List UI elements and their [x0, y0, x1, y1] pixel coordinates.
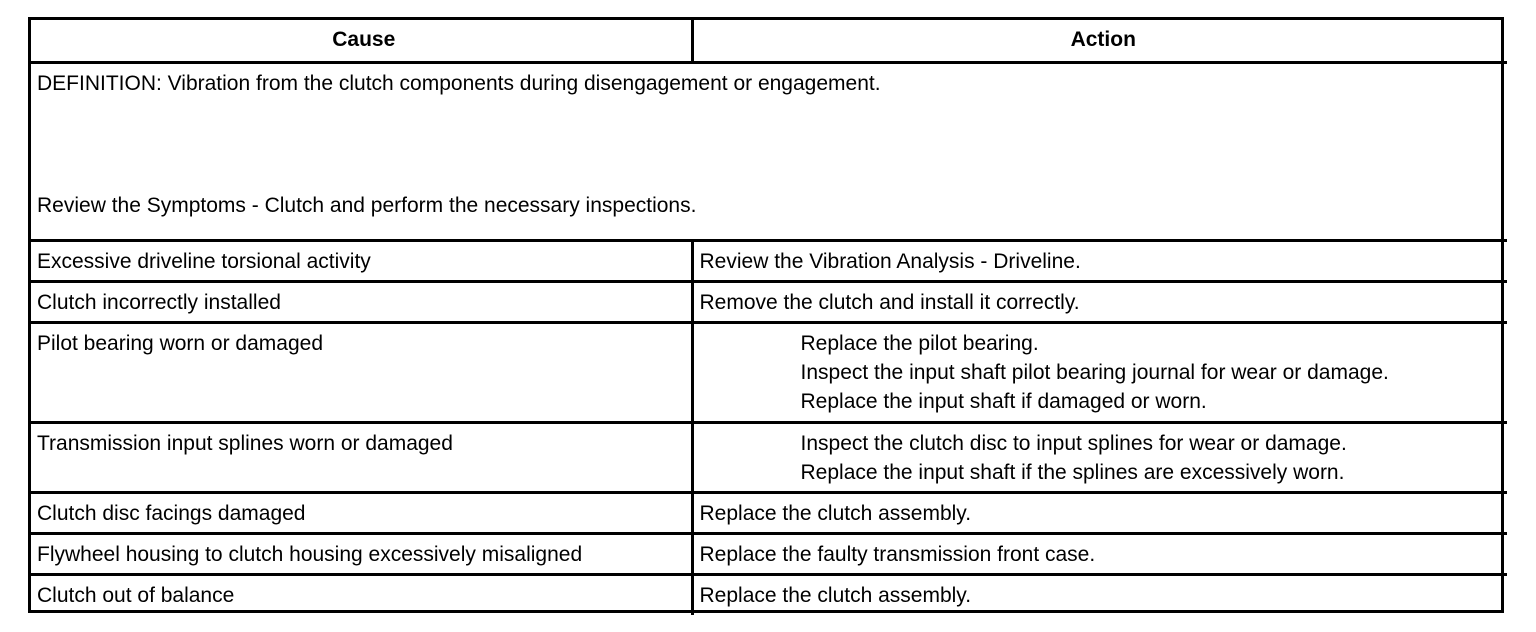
- cause-cell: Clutch incorrectly installed: [31, 281, 692, 322]
- action-step: Replace the pilot bearing.: [800, 331, 1039, 355]
- table-row: [31, 322, 1507, 422]
- action-step-list: [700, 429, 1508, 487]
- definition-text: DEFINITION: Vibration from the clutch components during disengagement or engagement.: [37, 71, 881, 95]
- cause-action-table: [31, 20, 1507, 615]
- table-row: [31, 574, 1507, 615]
- table-header-row: [31, 20, 1507, 62]
- table-row: [31, 281, 1507, 322]
- definition-row: [31, 62, 1507, 240]
- action-cell: Replace the clutch assembly.: [692, 574, 1507, 615]
- table-row: [31, 422, 1507, 492]
- cause-cell: Clutch out of balance: [31, 574, 692, 615]
- cause-cell: Flywheel housing to clutch housing excessively misaligned: [31, 533, 692, 574]
- table-row: [31, 240, 1507, 281]
- table-row: [31, 492, 1507, 533]
- definition-note: Review the Symptoms - Clutch and perform the necessary inspections.: [37, 193, 697, 217]
- cause-cell: Clutch disc facings damaged: [31, 492, 692, 533]
- cause-cell: Excessive driveline torsional activity: [31, 240, 692, 281]
- cause-column-header: Cause: [31, 20, 692, 62]
- cause-cell: Transmission input splines worn or damaged: [31, 422, 692, 492]
- action-step: Inspect the input shaft pilot bearing journal for wear or damage.: [800, 360, 1389, 384]
- diagnosis-table-frame: [28, 17, 1504, 613]
- table-row: [31, 533, 1507, 574]
- action-cell: [692, 422, 1507, 492]
- action-cell: Review the Vibration Analysis - Driveline.: [692, 240, 1507, 281]
- action-step: Inspect the clutch disc to input splines for wear or damage.: [800, 431, 1347, 455]
- action-step-list: [700, 329, 1508, 416]
- action-cell: Remove the clutch and install it correctly.: [692, 281, 1507, 322]
- definition-cell: [31, 62, 1507, 240]
- action-column-header: Action: [692, 20, 1507, 62]
- action-cell: [692, 322, 1507, 422]
- action-step: Replace the input shaft if the splines are excessively worn.: [800, 460, 1345, 484]
- action-cell: Replace the clutch assembly.: [692, 492, 1507, 533]
- action-cell: Replace the faulty transmission front case.: [692, 533, 1507, 574]
- action-step: Replace the input shaft if damaged or worn.: [800, 389, 1207, 413]
- cause-cell: Pilot bearing worn or damaged: [31, 322, 692, 422]
